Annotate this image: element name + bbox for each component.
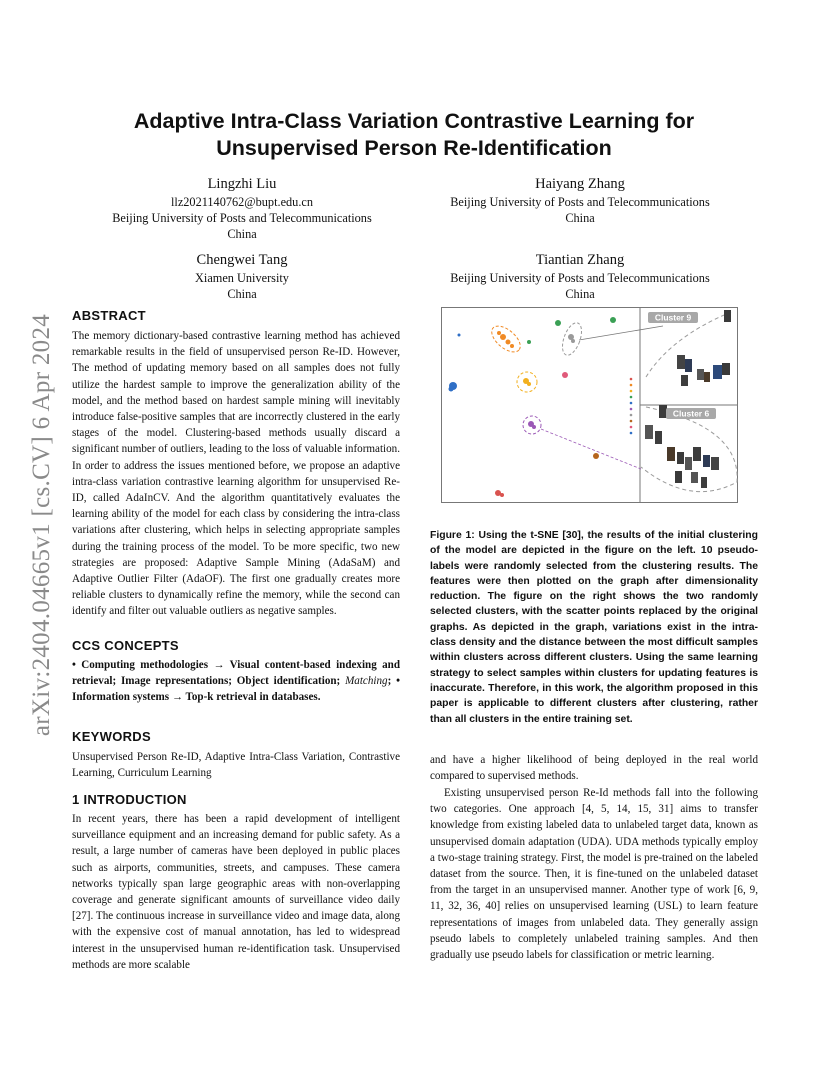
cluster-pink	[562, 372, 568, 378]
intro-paragraph-2: and have a higher likelihood of being deployed in the real world compared to supervised methods.	[430, 754, 758, 783]
author-affiliation: Beijing University of Posts and Telecommunications	[450, 195, 710, 209]
author-block-2	[420, 174, 740, 226]
cluster-purple	[532, 425, 536, 429]
cluster-orange	[497, 331, 501, 335]
figure-caption: Figure 1: Using the t-SNE [30], the results of the initial clustering of the model are depicted in the figure on the left. 10 pseudo-labels were randomly selected from the clustering results. The features were then plotted on the graph after dimensionality reduction. The figure on the right shows the two randomly selected clusters, with the scatter points replaced by the original graphs. As depicted in the graph, variations exist in the intra-class density and the distance between the most difficult samples within clusters across different clusters. Using the same learning strategy to select samples within clusters for updating features is inaccurate. Therefore, in this work, the algorithm proposed in this paper is applicable to different clusters after clustering, rather than all clusters in the entire training set.	[430, 530, 758, 725]
ccs-heading: CCS CONCEPTS	[72, 638, 179, 653]
author-block-3	[72, 250, 412, 302]
title-line-2: Unsupervised Person Re-Identification	[216, 136, 612, 160]
keywords-text: Unsupervised Person Re-ID, Adaptive Intra-Class Variation, Contrastive Learning, Curriculum Learning	[72, 751, 400, 780]
intro-paragraph-3: Existing unsupervised person Re-Id methods fall into the following two categories. One approach [4, 5, 14, 15, 31] aims to transfer knowledge from existing labeled data to unlabeled target data, known as unsupervised domain adaptation (UDA). UDA methods typically employ a two-stage training strategy. First, the model is pre-trained on the labeled dataset from the source. Then, it is fine-tuned on the unlabeled dataset from the target in an unsupervised manner. Another type of work [6, 9, 11, 32, 36, 40] relies on unsupervised learning (USL) to learn feature representations of images from unlabeled data. They generally assign pseudo labels to completely unlabeled training samples. And then gradually use pseudo labels for classification or metric learning.	[430, 787, 758, 962]
ccs-bullet-2: ; • Information systems → Top-k retrieval in databases.	[72, 675, 400, 704]
cluster6-label: Cluster 6	[672, 408, 710, 419]
author-block-4	[420, 250, 740, 302]
author-country: China	[227, 287, 257, 301]
cluster9-label: Cluster 9	[654, 312, 692, 323]
author-country: China	[565, 287, 595, 301]
author-affiliation: Beijing University of Posts and Telecommunications	[112, 211, 372, 225]
author-country: China	[565, 211, 595, 225]
author-name: Haiyang Zhang	[535, 176, 625, 192]
outlier-point	[458, 334, 461, 337]
author-block-1	[72, 174, 412, 242]
author-name: Tiantian Zhang	[535, 252, 625, 268]
ccs-matching: Matching	[345, 675, 388, 688]
cluster-green	[610, 317, 616, 323]
cluster-red	[500, 493, 504, 497]
abstract-heading: ABSTRACT	[72, 308, 146, 323]
author-name: Chengwei Tang	[196, 252, 288, 268]
introduction-heading: 1 INTRODUCTION	[72, 792, 187, 807]
tsne-figure	[441, 307, 738, 503]
author-affiliation: Xiamen University	[195, 271, 289, 285]
cluster-orange	[510, 344, 514, 348]
author-country: China	[227, 227, 257, 241]
title-line-1: Adaptive Intra-Class Variation Contrastive Learning for	[133, 109, 695, 133]
author-name: Lingzhi Liu	[207, 176, 277, 192]
author-email: llz2021140762@bupt.edu.cn	[170, 195, 313, 209]
cluster-yellow	[527, 382, 531, 386]
cluster-green	[555, 320, 561, 326]
paper-title	[70, 108, 758, 162]
keywords-heading: KEYWORDS	[72, 729, 151, 744]
ccs-bullet-1: • Computing methodologies → Visual content-based indexing and retrieval; Image representations; Object identification;	[72, 659, 400, 688]
cluster-blue	[449, 387, 454, 392]
cluster-grey	[571, 339, 575, 343]
ccs-text	[72, 657, 400, 706]
figure-1	[441, 307, 738, 503]
author-affiliation: Beijing University of Posts and Telecommunications	[450, 271, 710, 285]
abstract-text: The memory dictionary-based contrastive learning method has achieved remarkable results in the field of unsupervised person Re-ID. However, The method of updating memory based on all samples does not fully utilize the hardest sample to improve the generalization ability of the model, and the method based on hardest sample mining will inevitably introduce false-positive samples that are incorrectly clustered in the early stages of the model. Clustering-based methods usually discard a significant number of outliers, leading to the loss of valuable information. In order to address the issues mentioned before, we propose an adaptive intra-class variation contrastive learning algorithm for unsupervised Re-ID, called AdaInCV. And the algorithm quantitatively evaluates the learning ability of the model for each class by considering the intra-class variations after clustering, which helps in selecting appropriate samples during the training process of the model. To be more specific, two new strategies are proposed: Adaptive Sample Mining (AdaSaM) and Adaptive Outlier Filter (AdaOF). The first one gradually creates more reliable clusters to dynamically refine the memory, while the second can identify and filter out valuable outliers as negative samples.	[72, 330, 400, 618]
arxiv-watermark: arXiv:2404.04665v1 [cs.CV] 6 Apr 2024	[28, 313, 56, 737]
cluster-orange	[506, 340, 511, 345]
intro-paragraph-1: In recent years, there has been a rapid development of intelligent surveillance equipment and an increasing demand for public safety. As a result, a large number of cameras have been deployed in public places such as airports, communities, streets, and campuses. These camera networks typically span large geographic areas with non-overlapping coverage and generate significant amounts of surveillance video daily [27]. The continuous increase in surveillance video and image data, along with the expensive cost of manual annotation, has led to widespread interest in the unsupervised human re-identification task. Unsupervised methods are more scalable	[72, 813, 400, 971]
cluster-brown	[593, 453, 599, 459]
outlier-point	[527, 340, 531, 344]
cluster-orange	[500, 334, 506, 340]
